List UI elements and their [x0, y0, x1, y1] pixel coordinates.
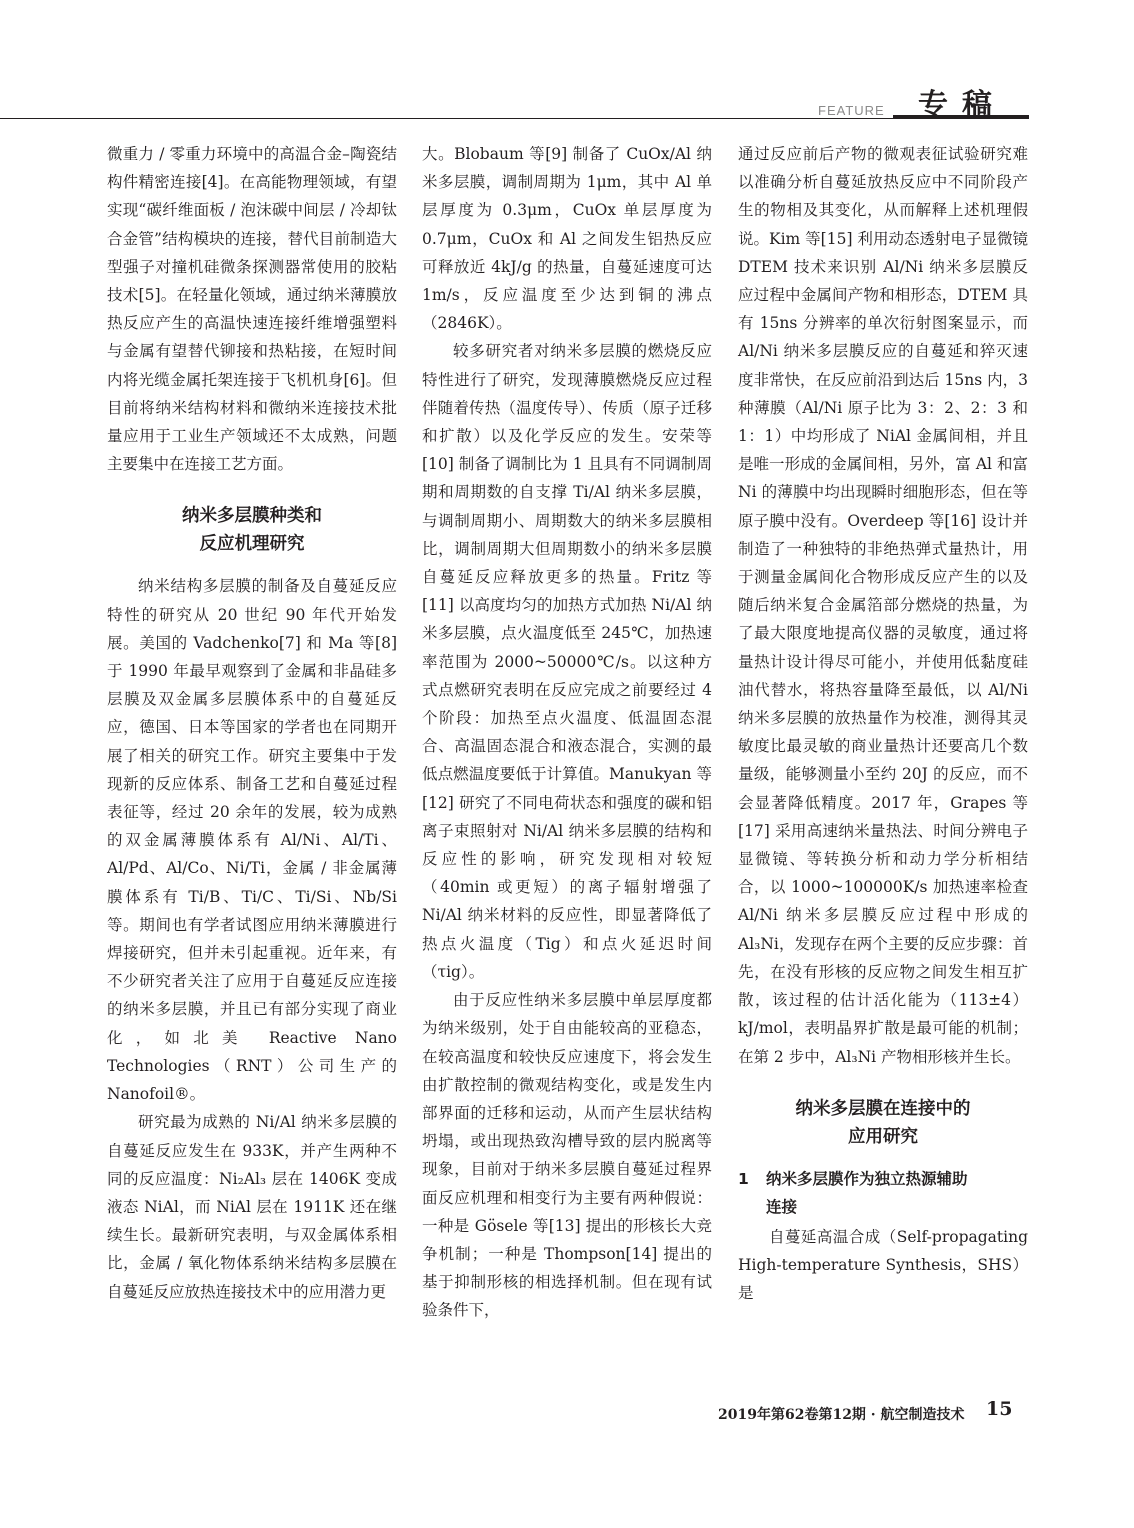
section-heading — [107, 502, 397, 558]
section-heading — [738, 1095, 1028, 1151]
paragraph: 较多研究者对纳米多层膜的燃烧反应特性进行了研究，发现薄膜燃烧反应过程伴随着传热（温度传导）、传质（原子迁移和扩散）以及化学反应的发生。安荣等[10] 制备了调制比为 1 且具有不同调制周期和周期数的自支撑 Ti/Al 纳米多层膜，与调制周期小、周期数大的纳米多层膜相比，调制周期大但周期数小的纳米多层膜自蔓延反应释放更多的热量。Fritz 等[11] 以高度均匀的加热方式加热 Ni/Al 纳米多层膜，点火温度低至 245℃，加热速率范围为 2000~50000℃/s。以这种方式点燃研究表明在反应完成之前要经过 4 个阶段：加热至点火温度、低温固态混合、高温固态混合和液态混合，实测的最低点燃温度要低于计算值。Manukyan 等[12] 研究了不同电荷状态和强度的碳和铝离子束照射对 Ni/Al 纳米多层膜的结构和反应性的影响，研究发现相对较短（40min 或更短）的离子辐射增强了 Ni/Al 纳米材料的反应性，即显著降低了热点火温度（Tig）和点火延迟时间（τig）。 — [422, 342, 712, 981]
journal-footer: 2019年第62卷第12期 · 航空制造技术 — [718, 1407, 965, 1423]
heading-line: 纳米多层膜在连接中的 — [795, 1098, 971, 1119]
subsection-number: 1 — [738, 1169, 749, 1188]
column-title: 专稿 — [918, 88, 1006, 123]
text-column-2 — [422, 140, 712, 1325]
paragraph: 自蔓延高温合成（Self-propagating High-temperature Synthesis，SHS）是 — [738, 1227, 1028, 1303]
feature-label: FEATURE — [818, 103, 885, 118]
text-column-3 — [738, 140, 1028, 1307]
subheading-line: 连接 — [766, 1197, 798, 1216]
paragraph: 由于反应性纳米多层膜中单层厚度都为纳米级别，处于自由能较高的亚稳态，在较高温度和较快反应速度下，将会发生由扩散控制的微观结构变化，或是发生内部界面的迁移和运动，从而产生层状结构坍塌，或出现热致沟槽导致的层内脱离等现象，目前对于纳米多层膜自蔓延过程界面反应机理和相变行为主要有两种假说：一种是 Gösele 等[13] 提出的形核长大竞争机制；一种是 Thompson[14] 提出的基于抑制形核的相选择机制。但在现有试验条件下， — [422, 991, 712, 1320]
subheading-line: 纳米多层膜作为独立热源辅助 — [766, 1169, 968, 1188]
heading-line: 纳米多层膜种类和 — [182, 506, 322, 527]
paragraph: 微重力 / 零重力环境中的高温合金–陶瓷结构件精密连接[4]。在高能物理领域，有望实现“碳纤维面板 / 泡沫碳中间层 / 冷却钛合金管”结构模块的连接，替代目前制造大型强子对撞机硅微条探测器常使用的胶粘技术[5]。在轻量化领域，通过纳米薄膜放热反应产生的高温快速连接纤维增强塑料与金属有望替代铆接和热粘接，在短时间内将光缆金属托架连接于飞机机身[6]。但目前将纳米结构材料和微纳米连接技术批量应用于工业生产领域还不太成熟，问题主要集中在连接工艺方面。 — [107, 145, 397, 474]
heading-line: 反应机理研究 — [199, 534, 305, 555]
heading-line: 应用研究 — [848, 1126, 918, 1147]
page-number: 15 — [986, 1398, 1013, 1420]
paragraph: 纳米结构多层膜的制备及自蔓延反应特性的研究从 20 世纪 90 年代开始发展。美国的 Vadchenko[7] 和 Ma 等[8] 于 1990 年最早观察到了金属和非晶硅多层膜及双金属多层膜体系中的自蔓延反应，德国、日本等国家的学者也在同期开展了相关的研究工作。研究主要集中于发现新的反应体系、制备工艺和自蔓延过程表征等，经过 20 余年的发展，较为成熟的双金属薄膜体系有 Al/Ni、Al/Ti、Al/Pd、Al/Co、Ni/Ti，金属 / 非金属薄膜体系有 Ti/B、Ti/C、Ti/Si、Nb/Si 等。期间也有学者试图应用纳米薄膜进行焊接研究，但并未引起重视。近年来，有不少研究者关注了应用于自蔓延反应连接的纳米多层膜，并且已有部分实现了商业化，如北美 Reactive Nano Technologies（RNT）公司生产的 Nanofoil®。 — [107, 577, 397, 1104]
paragraph: 研究最为成熟的 Ni/Al 纳米多层膜的自蔓延反应发生在 933K，并产生两种不同的反应温度：Ni₂Al₃ 层在 1406K 变成液态 NiAl，而 NiAl 层在 1911K 还在继续生长。最新研究表明，与双金属体系相比，金属 / 氧化物体系纳米结构多层膜在自蔓延反应放热连接技术中的应用潜力更 — [107, 1113, 397, 1301]
page-header — [0, 0, 1134, 125]
paragraph: 大。Blobaum 等[9] 制备了 CuOx/Al 纳米多层膜，调制周期为 1μm，其中 Al 单层厚度为 0.3μm，CuOx 单层厚度为 0.7μm，CuOx 和 Al 之间发生铝热反应可释放近 4kJ/g 的热量，自蔓延速度可达 1m/s，反应温度至少达到铜的沸点（2846K）。 — [422, 145, 712, 333]
header-rule — [0, 118, 893, 119]
subsection-heading — [738, 1165, 1028, 1221]
paragraph: 通过反应前后产物的微观表征试验研究难以准确分析自蔓延放热反应中不同阶段产生的物相及其变化，从而解释上述机理假说。Kim 等[15] 利用动态透射电子显微镜 DTEM 技术来识别 Al/Ni 纳米多层膜反应过程中金属间产物和相形态，DTEM 具有 15ns 分辨率的单次衍射图案显示，而 Al/Ni 纳米多层膜反应的自蔓延和猝灭速度非常快，在反应前沿到达后 15ns 内，3 种薄膜（Al/Ni 原子比为 3：2、2：3 和 1：1）中均形成了 NiAl 金属间相，并且是唯一形成的金属间相，另外，富 Al 和富 Ni 的薄膜中均出现瞬时细胞形态，但在等原子膜中没有。Overdeep 等[16] 设计并制造了一种独特的非绝热弹式量热计，用于测量金属间化合物形成反应产生的以及随后纳米复合金属箔部分燃烧的热量，为了最大限度地提高仪器的灵敏度，通过将量热计设计得尽可能小，并使用低黏度硅油代替水，将热容量降至最低，以 Al/Ni 纳米多层膜的放热量作为校准，测得其灵敏度比最灵敏的商业量热计还要高几个数量级，能够测量小至约 20J 的反应，而不会显著降低精度。2017 年，Grapes 等[17] 采用高速纳米量热法、时间分辨电子显微镜、等转换分析和动力学分析相结合，以 1000~100000K/s 加热速率检查 Al/Ni 纳米多层膜反应过程中形成的 Al₃Ni，发现存在两个主要的反应步骤：首先，在没有形核的反应物之间发生相互扩散，该过程的估计活化能为（113±4）kJ/mol，表明晶界扩散是最可能的机制；在第 2 步中，Al₃Ni 产物相形核并生长。 — [738, 145, 1028, 1066]
text-column-1 — [107, 140, 397, 1306]
